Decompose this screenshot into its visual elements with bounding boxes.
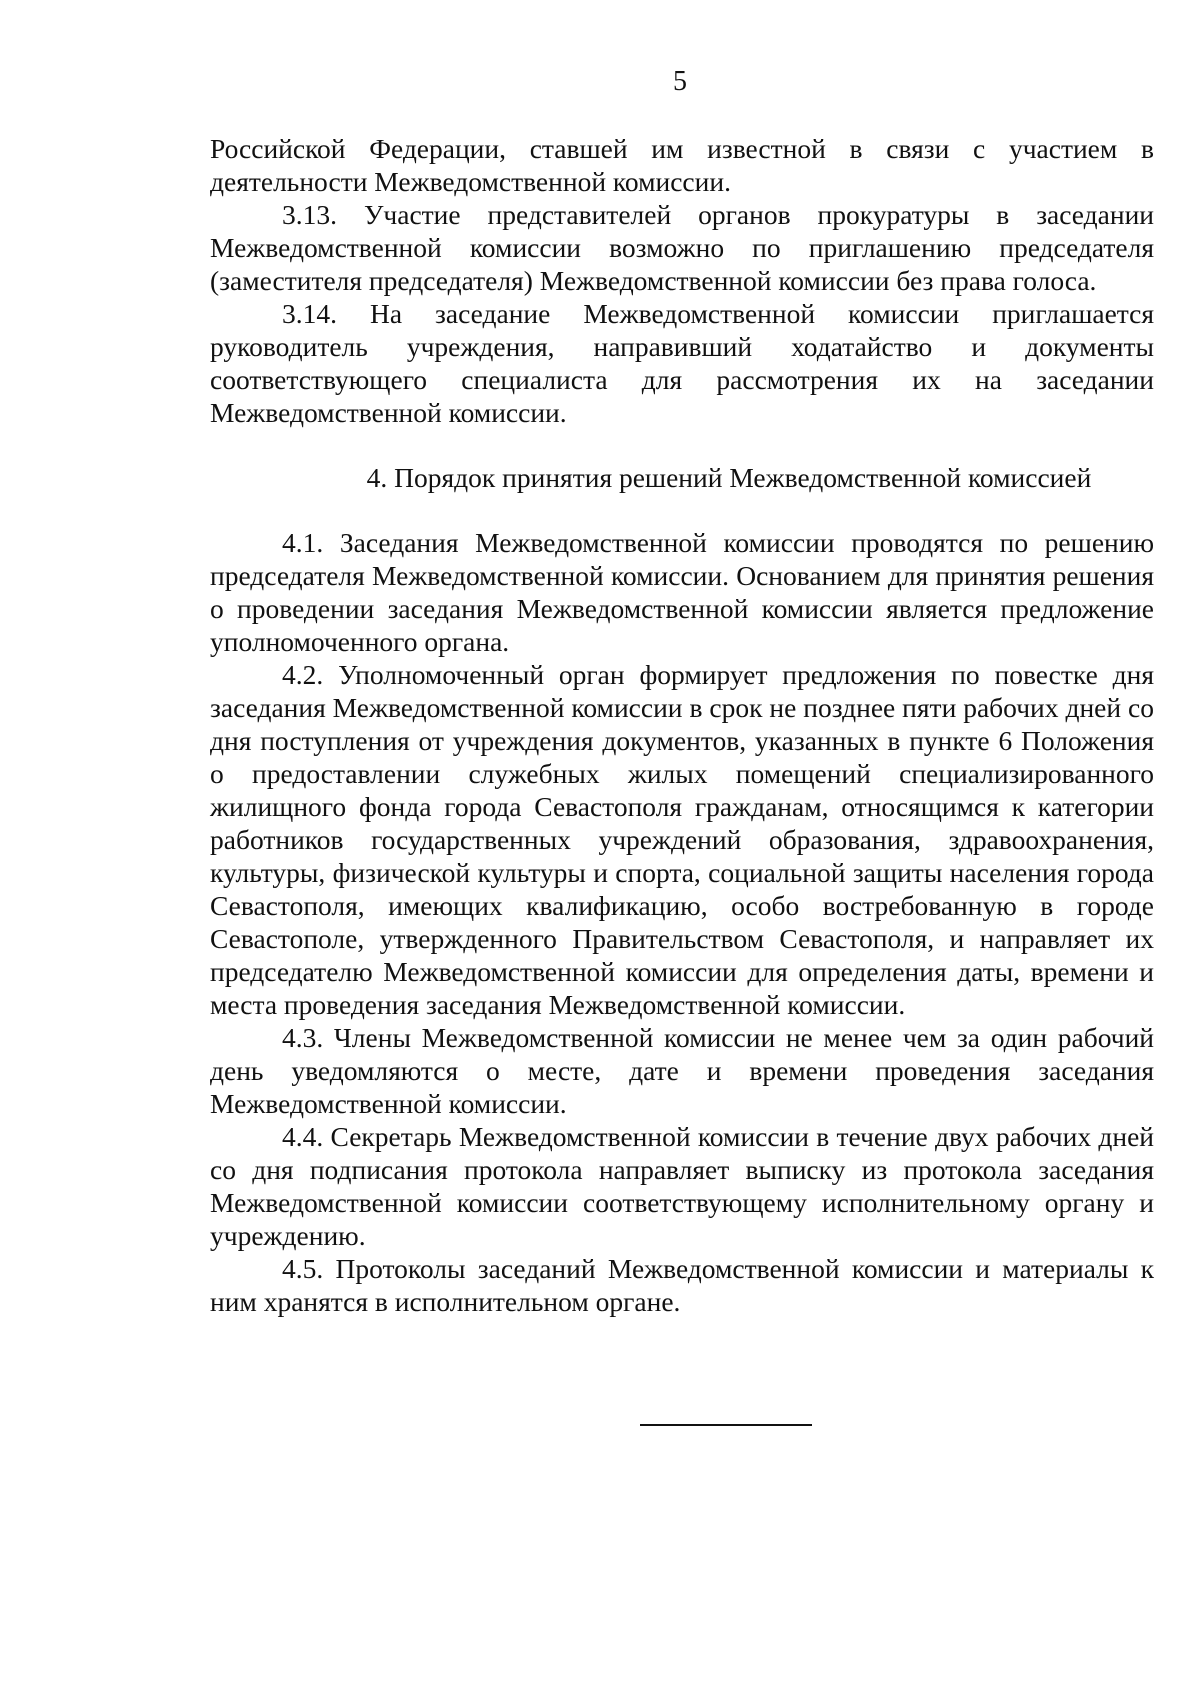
document-body [210, 132, 1154, 1318]
paragraph-4-3: 4.3. Члены Межведомственной комиссии не менее чем за один рабочий день уведомляются о месте, дате и времени проведения заседания Межведомственной комиссии. [210, 1022, 1154, 1119]
paragraph-3-12-continuation: Российской Федерации, ставшей им известной в связи с участием в деятельности Межведомственной комиссии. [210, 133, 1154, 197]
paragraph-4-1: 4.1. Заседания Межведомственной комиссии проводятся по решению председателя Межведомственной комиссии. Основанием для принятия решения о проведении заседания Межведомственной комиссии является предложение уполномоченного органа. [210, 527, 1154, 657]
end-of-document-rule [640, 1424, 812, 1426]
paragraph-4-2: 4.2. Уполномоченный орган формирует предложения по повестке дня заседания Межведомственной комиссии в срок не позднее пяти рабочих дней со дня поступления от учреждения документов, указанных в пункте 6 Положения о предоставлении служебных жилых помещений специализированного жилищного фонда города Севастополя гражданам, относящимся к категории работников государственных учреждений образования, здравоохранения, культуры, физической культуры и спорта, социальной защиты населения города Севастополя, имеющих квалификацию, особо востребованную в городе Севастополе, утвержденного Правительством Севастополя, и направляет их председателю Межведомственной комиссии для определения даты, времени и места проведения заседания Межведомственной комиссии. [210, 659, 1154, 1020]
paragraph-3-13: 3.13. Участие представителей органов прокуратуры в заседании Межведомственной комиссии возможно по приглашению председателя (заместителя председателя) Межведомственной комиссии без права голоса. [210, 199, 1154, 296]
paragraph-4-4: 4.4. Секретарь Межведомственной комиссии в течение двух рабочих дней со дня подписания протокола направляет выписку из протокола заседания Межведомственной комиссии соответствующему исполнительному органу и учреждению. [210, 1121, 1154, 1251]
page-number: 5 [673, 66, 687, 97]
section-4-heading: 4. Порядок принятия решений Межведомственной комиссией [366, 462, 1092, 493]
paragraph-3-14: 3.14. На заседание Межведомственной комиссии приглашается руководитель учреждения, направивший ходатайство и документы соответствующего специалиста для рассмотрения их на заседании Межведомственной комиссии. [210, 298, 1154, 428]
paragraph-4-5: 4.5. Протоколы заседаний Межведомственной комиссии и материалы к ним хранятся в исполнительном органе. [210, 1253, 1154, 1317]
